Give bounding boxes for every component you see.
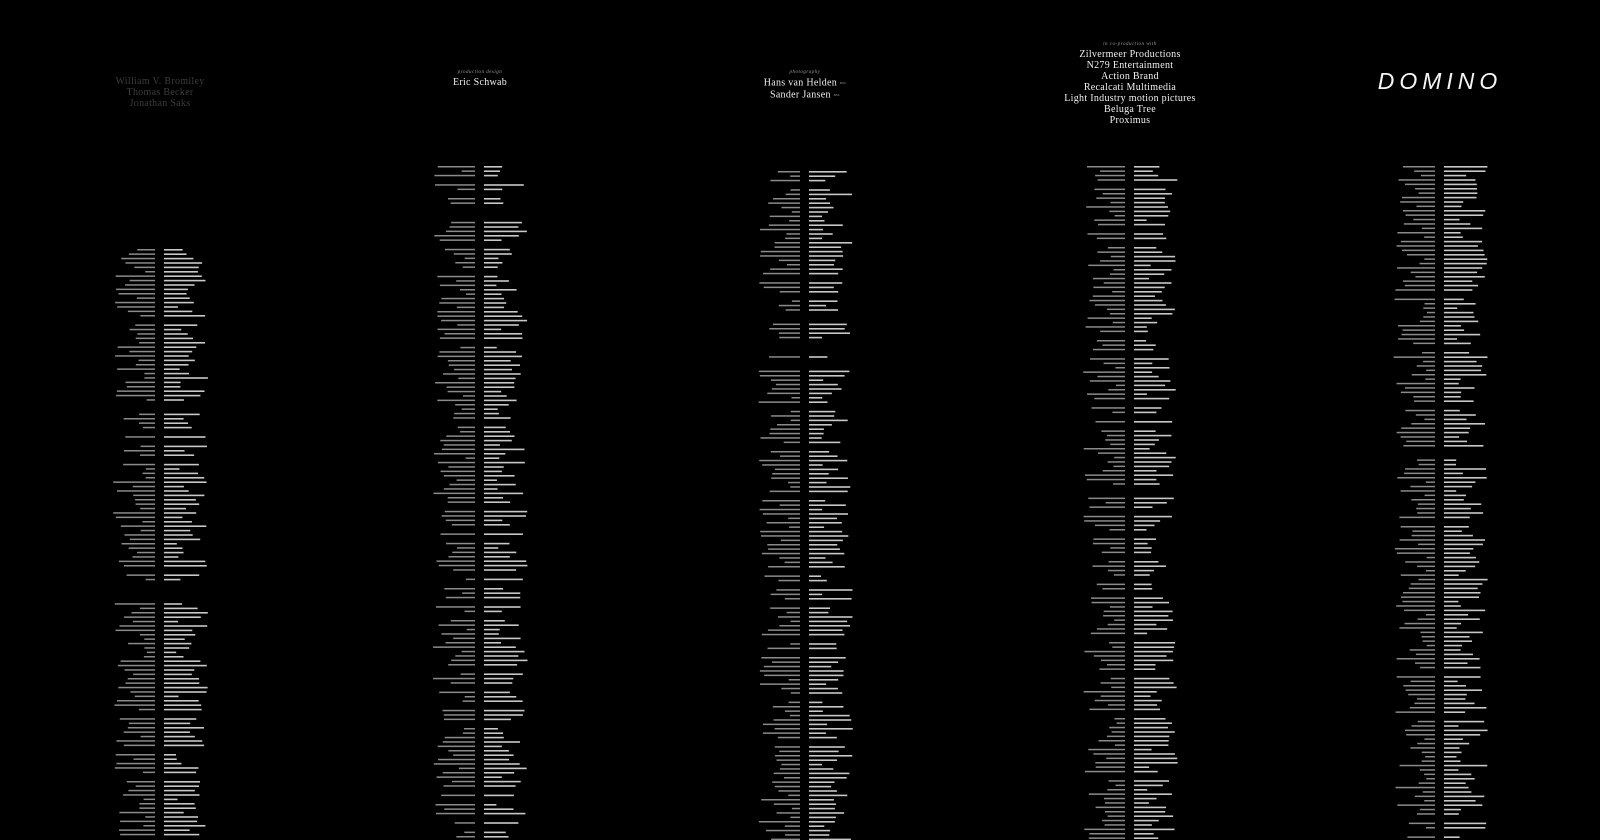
credits-column-1 (60, 0, 260, 840)
crawl-credits-block (1340, 162, 1540, 840)
header-name: Eric Schwab (452, 77, 508, 88)
company-name: Action Brand (1101, 71, 1159, 82)
header-name: Thomas Becker (126, 87, 194, 98)
column-4-header (1020, 42, 1240, 126)
company-name: Light Industry motion pictures (1064, 93, 1196, 104)
name-suffix: nsc (840, 80, 847, 85)
person-name: Hans van Helden (763, 77, 838, 89)
company-name: Beluga Tree (1104, 104, 1156, 115)
header-name: William V. Bromiley (115, 76, 205, 87)
header-role-label: in co-production with (1103, 42, 1157, 47)
column-3-header (700, 70, 910, 102)
credits-column-5 (1340, 0, 1540, 840)
crawl-credits-block (60, 240, 260, 840)
column-1-header (60, 76, 260, 109)
crawl-credits-block (380, 162, 580, 840)
company-name: Zilvermeer Productions (1079, 49, 1181, 60)
company-name: N279 Entertainment (1086, 60, 1174, 71)
person-name: Sander Jansen (769, 89, 831, 101)
crawl-credits-block (1020, 162, 1240, 840)
film-title: DOMINO (1377, 68, 1503, 94)
credits-column-3 (700, 0, 910, 840)
name-suffix: nsc (833, 92, 841, 98)
header-role-label: production design (457, 70, 503, 75)
header-name (700, 77, 910, 89)
company-name: Proximus (1109, 115, 1151, 126)
credits-column-4 (1020, 0, 1240, 840)
column-5-header (1340, 68, 1540, 95)
header-name: Jonathan Saks (129, 98, 191, 109)
crawl-credits-block (700, 162, 910, 840)
credits-column-2 (380, 0, 580, 840)
header-name (700, 89, 910, 101)
column-2-header (380, 70, 580, 88)
header-role-label: photography (789, 70, 821, 75)
company-name: Recalcati Multimedia (1083, 82, 1177, 93)
